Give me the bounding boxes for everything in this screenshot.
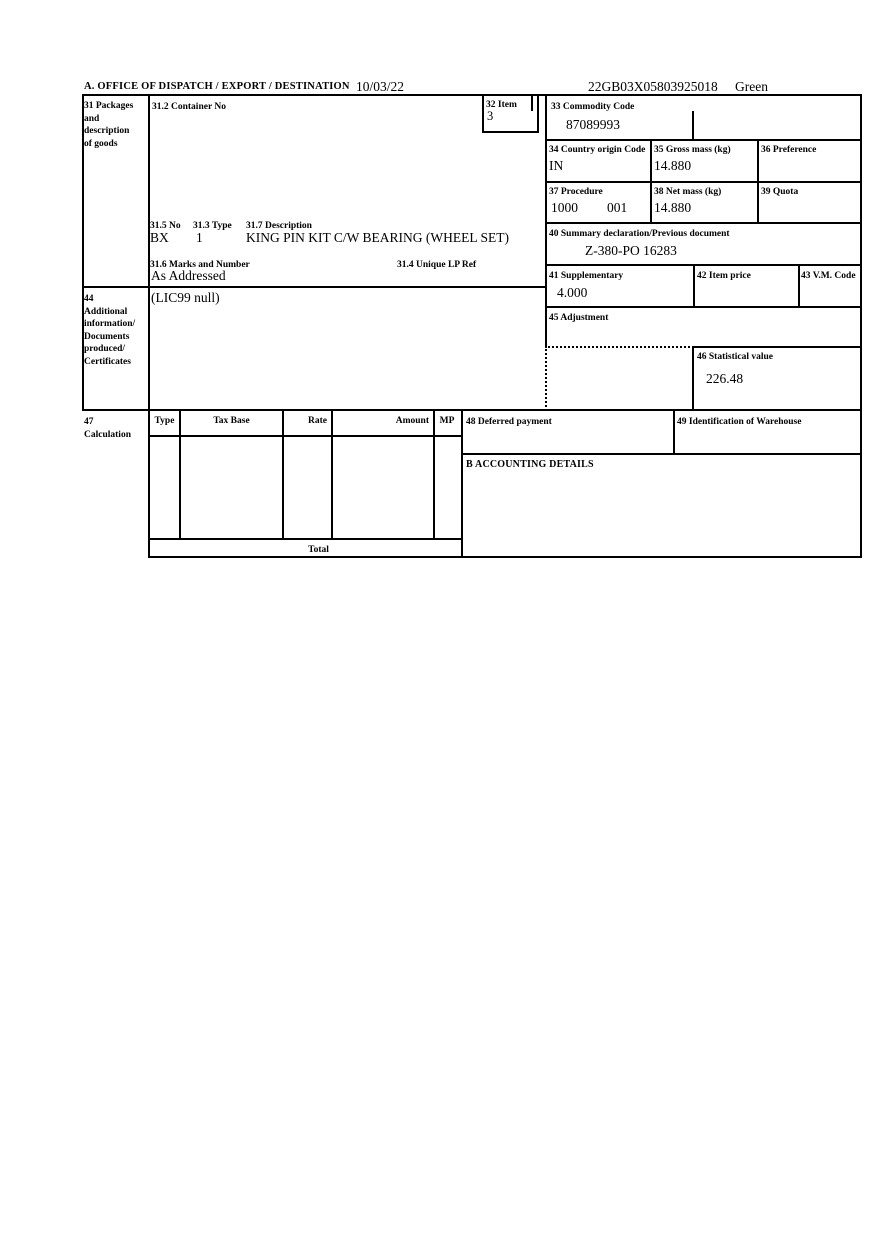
dotted-divider — [545, 346, 694, 348]
box44-label-line: information/ — [84, 319, 136, 330]
calc-total-label: Total — [308, 545, 329, 555]
calc-col-header-amount: Amount — [395, 416, 429, 426]
calc-col-header-tax-base: Tax Base — [213, 416, 250, 426]
divider — [860, 94, 862, 558]
box38-net-mass-label: 38 Net mass (kg) — [654, 187, 722, 197]
divider — [692, 346, 694, 411]
divider — [482, 94, 484, 133]
divider — [148, 94, 150, 558]
box31-label-line: 31 Packages — [84, 101, 134, 111]
divider — [692, 346, 862, 348]
routing-indicator: Green — [735, 79, 768, 94]
box44-label-line: 44 — [84, 294, 94, 304]
box33-commodity-code-value: 87089993 — [566, 117, 620, 132]
calc-col-header-type: Type — [154, 416, 175, 426]
box37-procedure-value-1: 1000 — [551, 200, 578, 215]
divider — [482, 131, 539, 133]
box38-net-mass-value: 14.880 — [654, 200, 692, 215]
box41-supplementary-label: 41 Supplementary — [549, 271, 624, 281]
box40-summary-declaration-label: 40 Summary declaration/Previous document — [549, 229, 730, 239]
divider — [82, 286, 547, 288]
box31-label-line: of goods — [84, 138, 118, 149]
box31-6-marks-label: 31.6 Marks and Number — [150, 260, 250, 270]
box44-label-line: Documents — [84, 331, 130, 342]
box31-3-type-value: 1 — [196, 230, 203, 245]
box31-2-container-no-label: 31.2 Container No — [152, 102, 226, 112]
box44-label-line: produced/ — [84, 344, 126, 355]
box48-deferred-payment-label: 48 Deferred payment — [466, 417, 552, 427]
box31-5-no-label: 31.5 No — [150, 221, 181, 231]
box39-quota-label: 39 Quota — [761, 187, 799, 197]
divider — [433, 409, 435, 540]
divider — [461, 409, 463, 558]
box34-country-origin-value: IN — [549, 158, 564, 173]
box32-item-label: 32 Item — [486, 100, 517, 110]
box31-6-marks-value: As Addressed — [151, 268, 226, 283]
box44-documents-value: (LIC99 null) — [151, 290, 220, 305]
box37-procedure-value-2: 001 — [607, 200, 628, 215]
box37-procedure-label: 37 Procedure — [549, 187, 603, 197]
accounting-details-heading: B ACCOUNTING DETAILS — [466, 459, 594, 470]
entry-number: 22GB03X05803925018 — [588, 79, 718, 94]
box31-3-type-label: 31.3 Type — [193, 221, 232, 231]
box44-label-line: Certificates — [84, 356, 131, 367]
box31-7-description-value: KING PIN KIT C/W BEARING (WHEEL SET) — [246, 230, 509, 245]
calc-col-header-mp: MP — [439, 416, 455, 426]
box35-gross-mass-label: 35 Gross mass (kg) — [654, 145, 731, 155]
divider — [282, 409, 284, 540]
box40-summary-declaration-value: Z-380-PO 16283 — [585, 243, 677, 258]
divider — [148, 435, 461, 437]
box46-statistical-value-label: 46 Statistical value — [697, 352, 773, 362]
box36-preference-label: 36 Preference — [761, 145, 817, 155]
divider — [545, 306, 862, 308]
box46-statistical-value: 226.48 — [706, 371, 744, 386]
divider — [757, 139, 759, 224]
box49-warehouse-id-label: 49 Identification of Warehouse — [677, 417, 802, 427]
box31-7-description-label: 31.7 Description — [246, 221, 312, 231]
divider — [531, 94, 533, 111]
divider — [461, 453, 862, 455]
divider — [331, 409, 333, 540]
box31-packages-label — [84, 100, 144, 150]
box31-label-line: description — [84, 126, 130, 137]
box34-country-origin-label: 34 Country origin Code — [549, 145, 646, 155]
divider — [82, 409, 862, 411]
box47-calculation-label — [84, 416, 139, 441]
box44-label-line: Additional — [84, 306, 128, 317]
box33-commodity-code-label: 33 Commodity Code — [551, 102, 635, 112]
box32-item-value: 3 — [487, 109, 494, 123]
box31-label-line: and — [84, 113, 100, 124]
declaration-date: 10/03/22 — [356, 79, 405, 94]
calc-col-header-rate: Rate — [308, 416, 327, 426]
box41-supplementary-value: 4.000 — [557, 285, 588, 300]
divider — [537, 94, 539, 133]
divider — [545, 222, 862, 224]
box31-5-no-value: BX — [150, 230, 169, 245]
box45-adjustment-label: 45 Adjustment — [549, 313, 609, 323]
divider — [673, 409, 675, 455]
divider — [545, 139, 862, 141]
divider — [693, 264, 695, 308]
box42-item-price-label: 42 Item price — [697, 271, 751, 281]
box47-label-line: 47 — [84, 417, 94, 427]
box47-label-line: Calculation — [84, 429, 131, 440]
dotted-divider — [545, 346, 547, 411]
divider — [82, 94, 862, 96]
divider — [692, 111, 694, 141]
divider — [148, 538, 461, 540]
divider — [179, 409, 181, 540]
divider — [545, 94, 547, 348]
box43-vm-code-label: 43 V.M. Code — [801, 271, 856, 281]
divider — [545, 264, 862, 266]
box31-4-unique-lp-ref-label: 31.4 Unique LP Ref — [397, 260, 477, 270]
divider — [545, 181, 862, 183]
box44-additional-info-label — [84, 293, 134, 368]
box35-gross-mass-value: 14.880 — [654, 158, 692, 173]
office-of-dispatch-heading: A. OFFICE OF DISPATCH / EXPORT / DESTINATION — [84, 81, 350, 92]
divider — [798, 264, 800, 308]
divider — [650, 139, 652, 224]
